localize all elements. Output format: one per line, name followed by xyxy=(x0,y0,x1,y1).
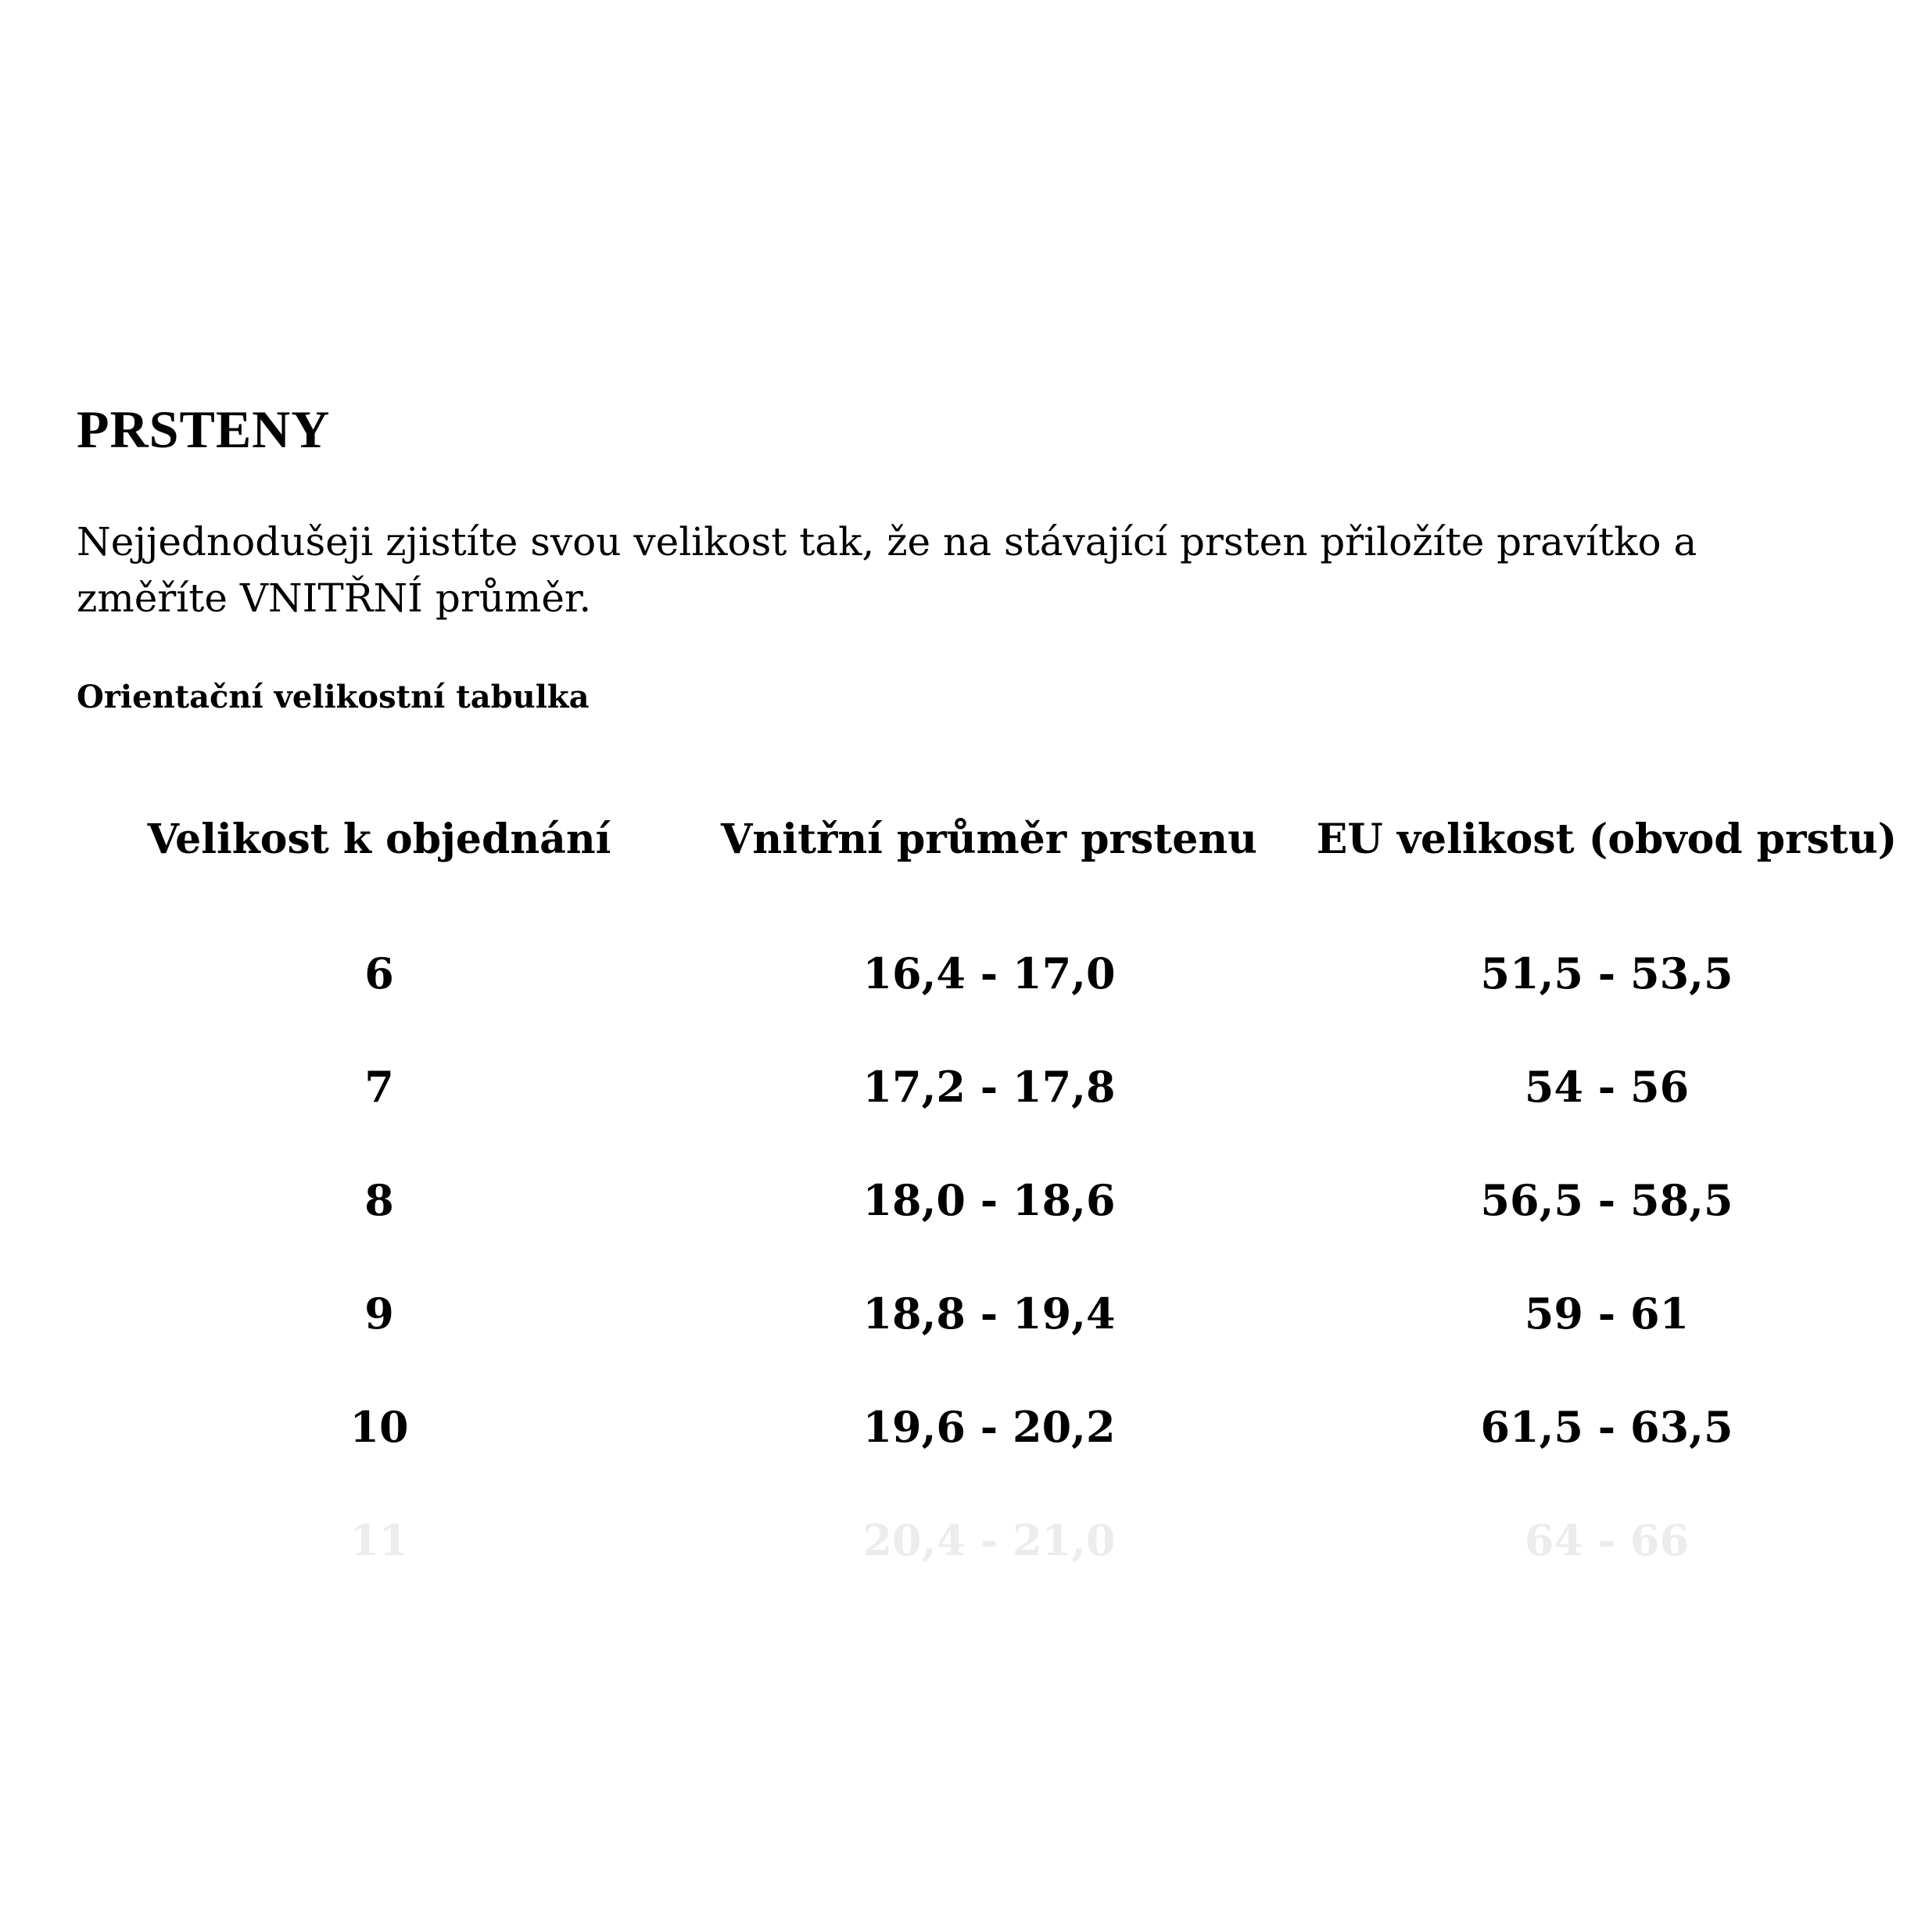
inner-diameter-cell: 16,4 - 17,0 xyxy=(862,948,1116,998)
order-size-cell: 7 xyxy=(364,1062,394,1112)
eu-size-cell: 54 - 56 xyxy=(1524,1062,1690,1112)
column-header-eu-size: EU velikost (obvod prstu) xyxy=(1316,815,1898,863)
eu-size-cell: 56,5 - 58,5 xyxy=(1480,1175,1733,1225)
inner-diameter-cell: 18,8 - 19,4 xyxy=(862,1289,1116,1339)
eu-size-cell: 59 - 61 xyxy=(1524,1289,1690,1339)
table-subtitle: Orientační velikostní tabulka xyxy=(77,679,590,715)
eu-size-cell: 61,5 - 63,5 xyxy=(1480,1402,1733,1452)
inner-diameter-cell: 17,2 - 17,8 xyxy=(862,1062,1116,1112)
order-size-cell: 8 xyxy=(364,1175,394,1225)
order-size-cell: 9 xyxy=(364,1289,394,1339)
column-header-inner-diameter: Vnitřní průměr prstenu xyxy=(721,815,1257,863)
order-size-cell: 10 xyxy=(349,1402,409,1452)
order-size-cell: 11 xyxy=(349,1515,409,1565)
inner-diameter-cell: 20,4 - 21,0 xyxy=(862,1515,1116,1565)
eu-size-cell: 51,5 - 53,5 xyxy=(1480,948,1733,998)
page-title: PRSTENY xyxy=(77,400,331,459)
inner-diameter-cell: 19,6 - 20,2 xyxy=(862,1402,1116,1452)
column-header-order-size: Velikost k objednání xyxy=(147,815,611,863)
inner-diameter-cell: 18,0 - 18,6 xyxy=(862,1175,1116,1225)
intro-line: změříte VNITŘNÍ průměr. xyxy=(77,575,592,621)
order-size-cell: 6 xyxy=(364,948,394,998)
eu-size-cell: 64 - 66 xyxy=(1524,1515,1690,1565)
intro-line: Nejjednodušeji zjistíte svou velikost tak, že na stávající prsten přiložíte pravítko a xyxy=(77,519,1697,565)
